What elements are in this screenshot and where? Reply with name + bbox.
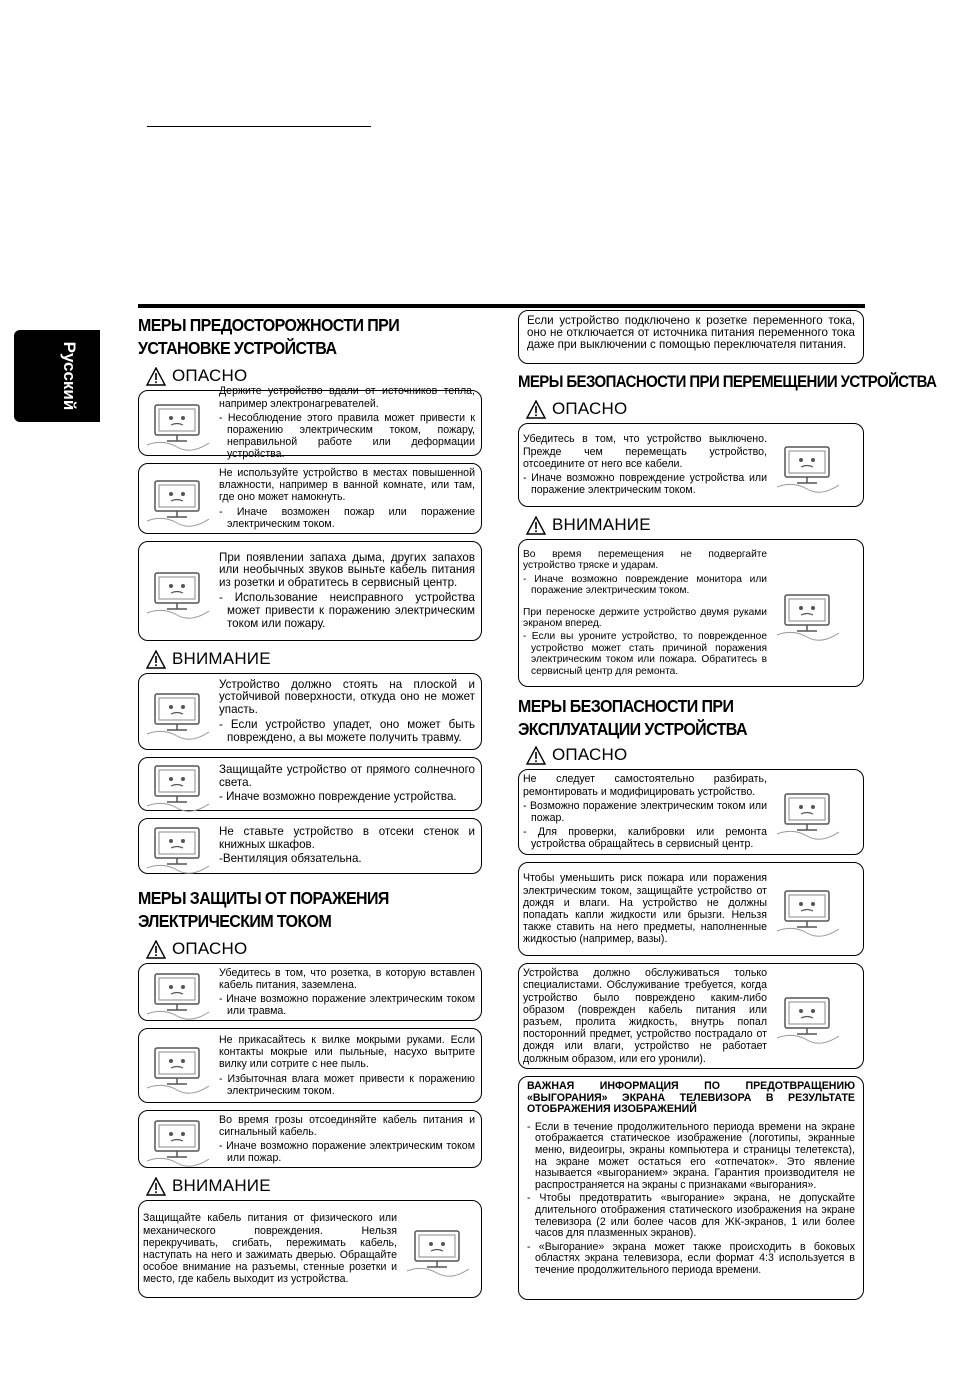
tv-table-illustration xyxy=(143,684,213,740)
notice-box xyxy=(138,541,482,641)
tv-unplugged-illustration xyxy=(773,437,843,493)
notice-text: Не следует самостоятельно разбирать, ремонтировать и модифицировать устройство. xyxy=(523,773,767,798)
notice-heading: ВАЖНАЯ ИНФОРМАЦИЯ ПО ПРЕДОТВРАЩЕНИЮ «ВЫГОРАНИЯ» ЭКРАНА ТЕЛЕВИЗОРА В РЕЗУЛЬТАТЕ ОТОБРАЖЕНИЯ ИЗОБРАЖЕНИЙ xyxy=(527,1080,855,1116)
notice-consequence: - Если в течение продолжительного периода времени на экране отображается статическое изображение (логотипы, экранные меню, видеоигры, экраны компьютера и страницы телетекста), на экране может остаться его «отпечаток». Это явление называется «выгоранием» экрана. Гарантия производителя не распространяется на экраны с признаками «выгорания». xyxy=(527,1120,855,1191)
tv-sunlight-illustration xyxy=(143,756,213,812)
caution-label: ВНИМАНИЕ xyxy=(526,514,864,536)
notice-consequence: - Иначе возможен пожар или поражение электрическим током. xyxy=(219,505,475,530)
notice-box xyxy=(138,1110,482,1168)
warning-triangle-icon xyxy=(146,1177,166,1196)
notice-box xyxy=(138,963,482,1021)
notice-consequence: - Иначе возможно поражение электрическим током или травма. xyxy=(219,993,475,1018)
tv-heater-illustration xyxy=(143,395,213,451)
notice-consequence: - Возможно поражение электрическим током или пожар. xyxy=(523,799,767,824)
notice-box xyxy=(138,1028,482,1103)
left-column xyxy=(138,310,482,1305)
lightning-storm-illustration xyxy=(143,1111,213,1167)
notice-box xyxy=(518,862,864,956)
service-technician-illustration xyxy=(773,988,843,1044)
danger-label: ОПАСНО xyxy=(526,398,864,420)
notice-consequence: - Иначе возможно поражение электрическим током или пожар. xyxy=(219,1140,475,1165)
notice-box xyxy=(138,818,482,874)
two-people-carrying-illustration xyxy=(773,585,843,641)
caution-label: ВНИМАНИЕ xyxy=(146,648,482,670)
notice-text: Устройство должно стоять на плоской и устойчивой поверхности, откуда оно не может упасть. xyxy=(219,677,475,717)
notice-box xyxy=(518,769,864,855)
notice-box xyxy=(138,757,482,811)
section-title-electric: МЕРЫ ЗАЩИТЫ ОТ ПОРАЖЕНИЯ ЭЛЕКТРИЧЕСКИМ ТОКОМ xyxy=(138,890,389,932)
tv-bookshelf-illustration xyxy=(143,818,213,874)
wet-hands-plug-illustration xyxy=(143,1038,213,1094)
notice-text: Защищайте устройство от прямого солнечного света. xyxy=(219,762,475,789)
language-tab xyxy=(14,330,100,422)
notice-box xyxy=(518,963,864,1069)
section-title-installation: МЕРЫ ПРЕДОСТОРОЖНОСТИ ПРИ УСТАНОВКЕ УСТРОЙСТВА xyxy=(138,317,400,359)
notice-consequence: - Избыточная влага может привести к поражению электрическим током. xyxy=(219,1072,475,1097)
notice-text: При переноске держите устройство двумя руками экраном вперед. xyxy=(523,606,767,629)
notice-box-burn-in xyxy=(518,1076,864,1300)
notice-consequence: - Если вы уроните устройство, то поврежденное устройство может стать причиной поражения электрическим током или пожара. Обратитесь в сервисный центр для ремонта. xyxy=(523,631,767,677)
warning-triangle-icon xyxy=(526,400,546,419)
notice-box xyxy=(138,1200,482,1298)
notice-consequence: -Вентиляция обязательна. xyxy=(219,852,362,866)
notice-consequence: - Иначе возможно повреждение устройства или поражение электрическим током. xyxy=(523,472,767,497)
warning-triangle-icon xyxy=(526,746,546,765)
warning-triangle-icon xyxy=(526,516,546,535)
damaged-cable-illustration xyxy=(403,1221,473,1277)
notice-text: Чтобы уменьшить риск пожара или поражения электрическим током, защищайте устройство от дождя и влаги. На устройство не должны попадать капли жидкости или брызги. Нельзя также ставить на него предметы, наполненные жидкостью (например, вазы). xyxy=(523,872,767,946)
notice-text: Если устройство подключено к розетке переменного тока, оно не отключается от источника питания переменного тока даже при выключении с помощью переключателя питания. xyxy=(527,314,855,351)
notice-box xyxy=(138,463,482,534)
notice-text: Устройства должно обслуживаться только специалистами. Обслуживание требуется, когда устройство было повреждено каким-либо образом (поврежден кабель питания или разъем, пролита жидкость, внутрь попал посторонний предмет, устройство пострадало от дождя или влаги, устройство не работает должным образом, или его уронили). xyxy=(523,967,767,1065)
caution-label: ВНИМАНИЕ xyxy=(146,1175,482,1197)
tv-water-illustration xyxy=(143,471,213,527)
grounded-outlet-illustration xyxy=(143,964,213,1020)
warning-triangle-icon xyxy=(146,367,166,386)
notice-consequence: - Чтобы предотвратить «выгорание» экрана, не допускайте длительного отображения статического изображения на экране телевизора (2 или более часов для ЖК-экранов, 1 или более часов для плазменных экранов). xyxy=(527,1192,855,1240)
right-column xyxy=(518,310,937,1307)
notice-text: Во время перемещения не подвергайте устройство тряске и ударам. xyxy=(523,548,767,572)
danger-label: ОПАСНО xyxy=(146,938,482,960)
notice-box xyxy=(518,310,864,364)
notice-text: Убедитесь в том, что устройство выключено. Прежде чем перемещать устройство, отсоедините от него все кабели. xyxy=(523,433,767,470)
rain-window-illustration xyxy=(773,881,843,937)
notice-box xyxy=(518,423,864,507)
notice-box xyxy=(518,539,864,687)
notice-consequence: - Для проверки, калибровки или ремонта устройства обращайтесь в сервисный центр. xyxy=(523,826,767,851)
column-top-rule xyxy=(138,304,865,308)
notice-text: Защищайте кабель питания от физического или механического повреждения. Нельзя перекручивать, сгибать, пережимать кабель, наступать на него и зажимать дверью. Обращайте особое внимание на разъемы, стенные розетки и место, где кабель выходит из устройства. xyxy=(143,1212,397,1286)
notice-consequence: - «Выгорание» экрана может также происходить в боковых областях экрана телевизора, если формат 4:3 используется в течение продолжительного периода времени. xyxy=(527,1240,855,1276)
notice-box xyxy=(138,673,482,750)
notice-text: Во время грозы отсоединяйте кабель питания и сигнальный кабель. xyxy=(219,1113,475,1138)
notice-consequence: - Иначе возможно повреждение устройства. xyxy=(219,790,457,804)
warning-triangle-icon xyxy=(146,940,166,959)
notice-consequence: - Несоблюдение этого правила может привести к поражению электрическим током, пожару, неправильной работе или деформации устройства. xyxy=(219,411,475,461)
notice-text: Не используйте устройство в местах повышенной влажности, например в ванной комнате, или там, где оно может намокнуть. xyxy=(219,467,475,504)
language-tab-label: Русский xyxy=(60,341,79,411)
danger-label: ОПАСНО xyxy=(526,744,864,766)
notice-box xyxy=(138,385,482,461)
notice-text: Не ставьте устройство в отсеки стенок и книжных шкафов. xyxy=(219,824,475,851)
notice-text: Держите устройство вдали от источников тепла, например электронагревателей. xyxy=(219,385,475,410)
notice-text: Не прикасайтесь к вилке мокрыми руками. Если контакты мокрые или пыльные, насухо вытрите вилку или сотрите с нее пыль. xyxy=(219,1033,475,1071)
section-title-operation: МЕРЫ БЕЗОПАСНОСТИ ПРИ ЭКСПЛУАТАЦИИ УСТРОЙСТВА xyxy=(518,698,747,740)
tv-smoke-illustration xyxy=(143,563,213,619)
notice-text: При появлении запаха дыма, других запахов или необычных звуков выньте кабель питания из розетки и обратитесь в сервисный центр. xyxy=(219,550,475,590)
notice-consequence: - Если устройство упадет, оно может быть повреждено, а вы можете получить травму. xyxy=(219,717,475,744)
danger-label: ОПАСНО xyxy=(146,365,482,387)
header-rule xyxy=(147,126,371,127)
notice-text: Убедитесь в том, что розетка, в которую вставлен кабель питания, заземлена. xyxy=(219,966,475,991)
notice-consequence: - Иначе возможно повреждение монитора или поражение электрическим током. xyxy=(523,573,767,597)
section-title-moving: МЕРЫ БЕЗОПАСНОСТИ ПРИ ПЕРЕМЕЩЕНИИ УСТРОЙСТВА xyxy=(518,373,937,392)
warning-triangle-icon xyxy=(146,650,166,669)
notice-consequence: - Использование неисправного устройства может привести к поражению электрическим током или пожару. xyxy=(219,591,475,630)
disassembly-illustration xyxy=(773,784,843,840)
